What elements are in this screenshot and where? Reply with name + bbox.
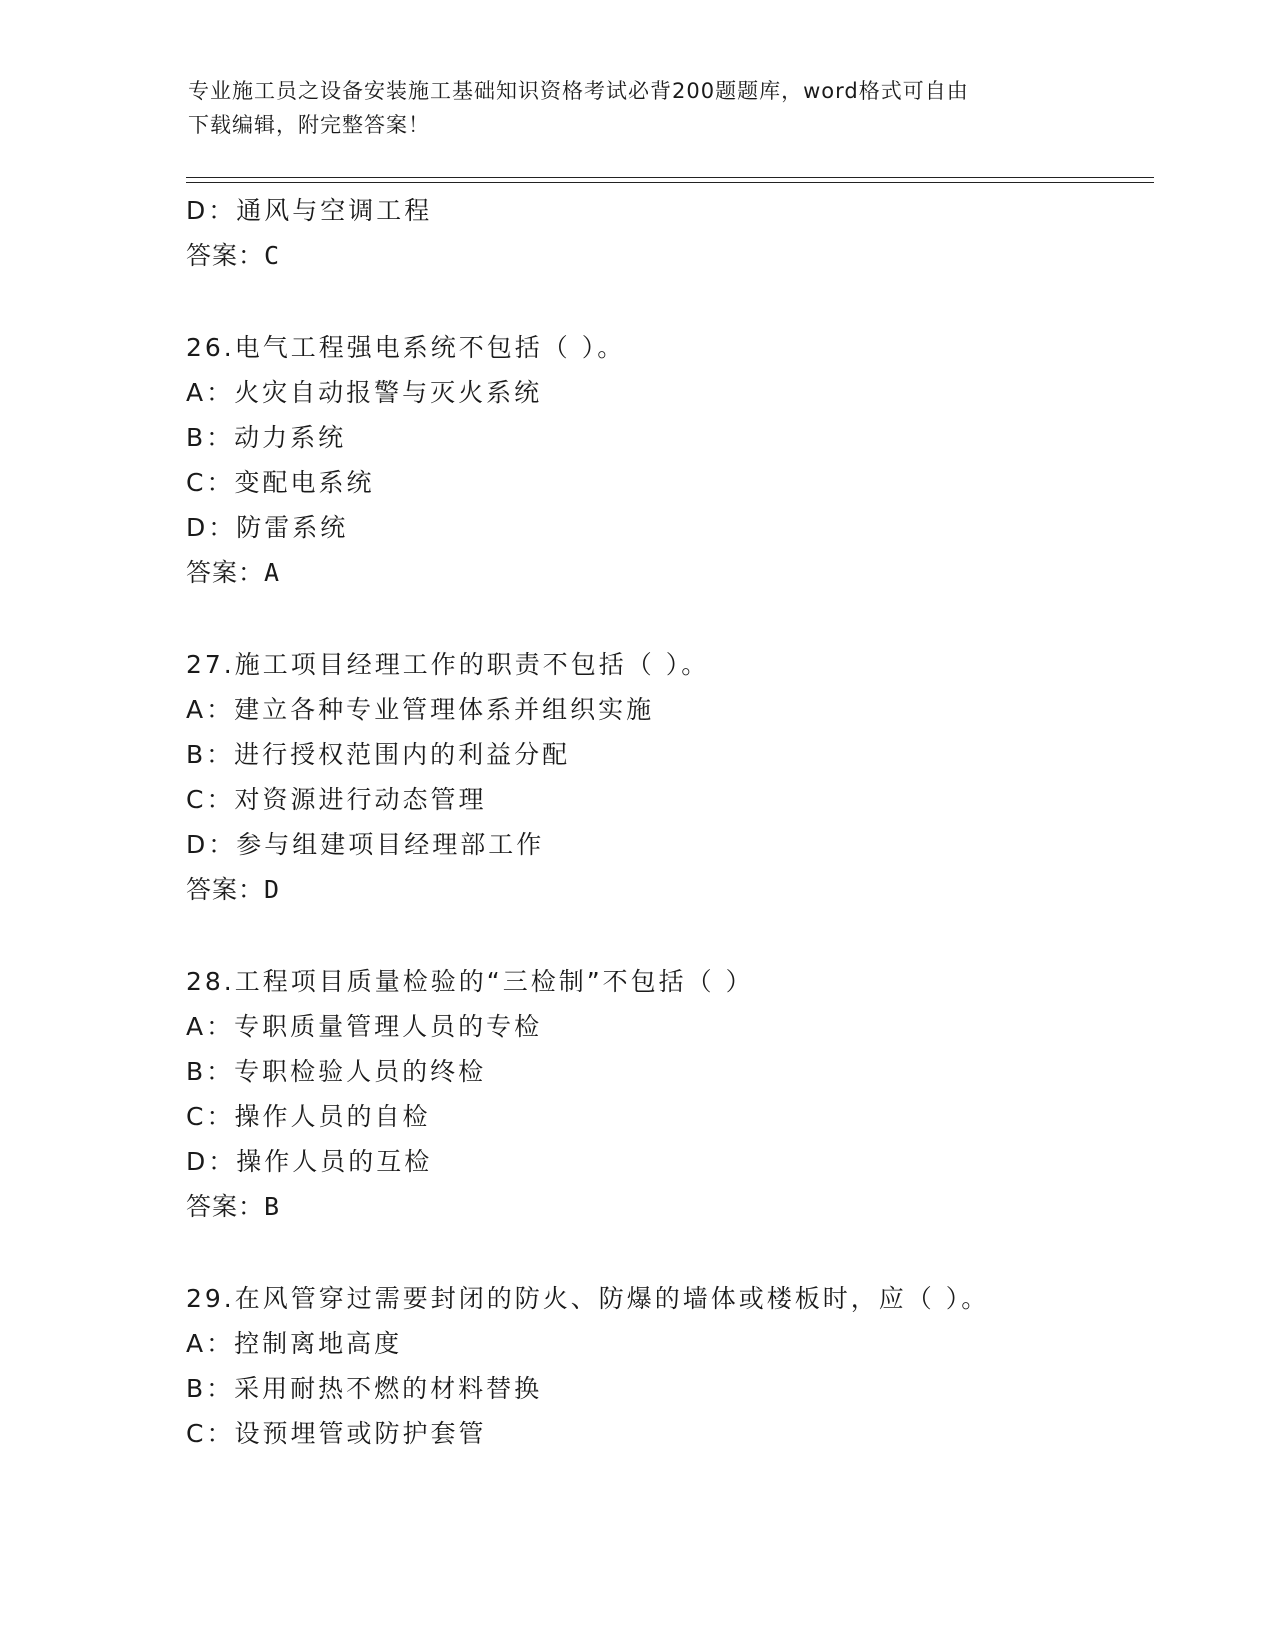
option-b: B：进行授权范围内的利益分配 [186,740,571,769]
option-b: B：动力系统 [186,423,347,452]
question-list [186,188,1154,1456]
option-d: D：通风与空调工程 [186,196,433,225]
option-a: A：专职质量管理人员的专检 [186,1012,543,1041]
answer-label: 答案： [186,875,265,904]
answer-label: 答案： [186,558,265,587]
header-divider-top [186,177,1154,178]
document-header [188,74,1088,142]
question-stem: 28.工程项目质量检验的“三检制”不包括（ ） [186,967,754,996]
answer-value: D [264,875,281,904]
header-line-1: 专业施工员之设备安装施工基础知识资格考试必背200题题库，word格式可自由 [188,79,969,103]
option-a: A：建立各种专业管理体系并组织实施 [186,695,655,724]
answer-line [186,550,1154,595]
question-stem: 27.施工项目经理工作的职责不包括（ ）。 [186,650,710,679]
option-a: A：控制离地高度 [186,1329,403,1358]
question-block [186,1276,1154,1456]
answer-label: 答案： [186,241,265,270]
question-block [186,642,1154,912]
header-divider-bottom [186,182,1154,183]
option-b: B：采用耐热不燃的材料替换 [186,1374,543,1403]
option-a: A：火灾自动报警与灭火系统 [186,378,543,407]
question-stem: 29.在风管穿过需要封闭的防火、防爆的墙体或楼板时，应（ ）。 [186,1284,990,1313]
answer-line [186,233,1154,278]
option-d: D：操作人员的互检 [186,1147,433,1176]
answer-value: C [264,241,281,270]
answer-label: 答案： [186,1192,265,1221]
option-b: B：专职检验人员的终检 [186,1057,487,1086]
question-block [186,959,1154,1229]
answer-value: A [264,558,281,587]
question-block [186,325,1154,595]
option-d: D：防雷系统 [186,513,349,542]
option-c: C：变配电系统 [186,468,375,497]
option-c: C：操作人员的自检 [186,1102,431,1131]
option-d: D：参与组建项目经理部工作 [186,830,545,859]
header-line-2: 下载编辑，附完整答案！ [188,113,430,137]
option-c: C：设预埋管或防护套管 [186,1419,487,1448]
question-stem: 26.电气工程强电系统不包括（ ）。 [186,333,626,362]
answer-line [186,1184,1154,1229]
answer-value: B [264,1192,281,1221]
option-c: C：对资源进行动态管理 [186,785,487,814]
answer-line [186,867,1154,912]
